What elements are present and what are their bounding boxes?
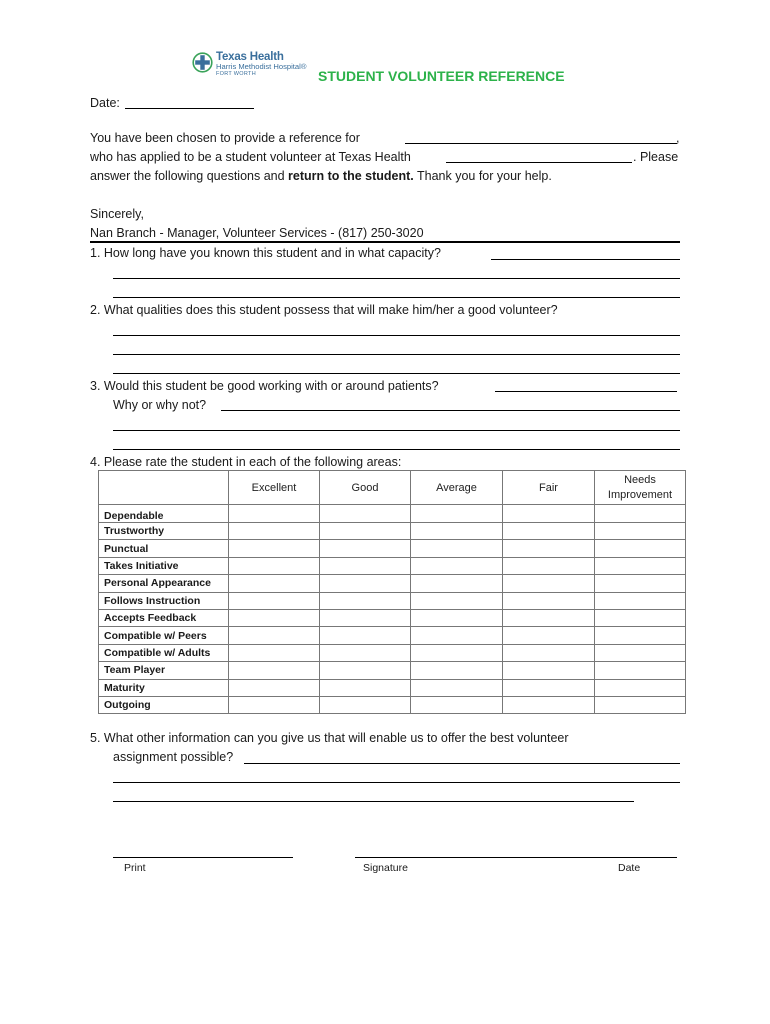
- rating-row-maturity: [99, 679, 686, 696]
- date-label: Date:: [90, 96, 120, 110]
- q3-answer-line-4[interactable]: [113, 449, 680, 450]
- q3-answer-line-3[interactable]: [113, 430, 680, 431]
- location-field[interactable]: [446, 162, 632, 163]
- row-label: Compatible w/ Adults: [99, 644, 229, 661]
- rating-cell[interactable]: [595, 505, 686, 523]
- rating-cell[interactable]: [595, 523, 686, 540]
- rating-cell[interactable]: [411, 609, 503, 626]
- rating-cell[interactable]: [595, 644, 686, 661]
- signature-label: Signature: [363, 862, 408, 874]
- texas-health-logo: [192, 52, 322, 82]
- row-label: Compatible w/ Peers: [99, 627, 229, 644]
- rating-cell[interactable]: [320, 575, 411, 592]
- question-1: 1. How long have you known this student and in what capacity?: [90, 246, 441, 260]
- rating-cell[interactable]: [595, 557, 686, 574]
- rating-cell[interactable]: [595, 575, 686, 592]
- rating-cell[interactable]: [320, 696, 411, 713]
- q2-answer-line-1[interactable]: [113, 335, 680, 336]
- rating-row-team-player: [99, 662, 686, 679]
- rating-header-row: [99, 471, 686, 505]
- intro-line-2: who has applied to be a student volunteer at Texas Health: [90, 150, 411, 164]
- rating-cell[interactable]: [320, 662, 411, 679]
- col-needs-improvement: Needs Improvement: [595, 471, 686, 505]
- col-good: Good: [320, 471, 411, 505]
- q5-answer-line-2[interactable]: [113, 782, 680, 783]
- logo-name: Texas Health: [216, 51, 284, 63]
- q3-answer-line-2[interactable]: [221, 410, 680, 411]
- rating-cell[interactable]: [503, 592, 595, 609]
- rating-row-takes-initiative: [99, 557, 686, 574]
- row-label: Punctual: [99, 540, 229, 557]
- rating-cell[interactable]: [503, 540, 595, 557]
- rating-cell[interactable]: [320, 557, 411, 574]
- rating-row-accepts-feedback: [99, 609, 686, 626]
- rating-row-dependable: [99, 505, 686, 523]
- col-average: Average: [411, 471, 503, 505]
- rating-cell[interactable]: [595, 540, 686, 557]
- rating-cell[interactable]: [229, 644, 320, 661]
- sincerely: Sincerely,: [90, 207, 144, 221]
- q5-answer-line-3[interactable]: [113, 801, 634, 802]
- question-5: 5. What other information can you give us that will enable us to offer the best volunteer: [90, 731, 569, 745]
- logo-city: FORT WORTH: [216, 71, 256, 77]
- header-divider: [90, 241, 680, 243]
- row-label: Personal Appearance: [99, 575, 229, 592]
- rating-cell[interactable]: [595, 609, 686, 626]
- rating-cell[interactable]: [229, 696, 320, 713]
- intro-line-1: You have been chosen to provide a reference for: [90, 131, 360, 145]
- question-5-cont: assignment possible?: [113, 750, 234, 764]
- rating-cell[interactable]: [411, 592, 503, 609]
- row-label: Takes Initiative: [99, 557, 229, 574]
- row-label: Accepts Feedback: [99, 609, 229, 626]
- q1-answer-line-3[interactable]: [113, 297, 680, 298]
- print-name-line[interactable]: [113, 857, 293, 858]
- q2-answer-line-2[interactable]: [113, 354, 680, 355]
- rating-cell[interactable]: [320, 644, 411, 661]
- rating-cell[interactable]: [411, 627, 503, 644]
- rating-cell[interactable]: [411, 644, 503, 661]
- q3-answer-line-1[interactable]: [495, 391, 677, 392]
- rating-cell[interactable]: [229, 679, 320, 696]
- row-label: Maturity: [99, 679, 229, 696]
- rating-cell[interactable]: [503, 575, 595, 592]
- rating-cell[interactable]: [503, 679, 595, 696]
- rating-cell[interactable]: [229, 540, 320, 557]
- rating-cell[interactable]: [229, 609, 320, 626]
- q1-answer-line-2[interactable]: [113, 278, 680, 279]
- signature-date-line[interactable]: [355, 857, 677, 858]
- intro-line-1-end: ,: [676, 131, 680, 145]
- rating-cell[interactable]: [229, 557, 320, 574]
- rating-header-empty: [99, 471, 229, 505]
- question-2: 2. What qualities does this student possess that will make him/her a good volunteer?: [90, 303, 558, 317]
- rating-cell[interactable]: [229, 662, 320, 679]
- signer-line: Nan Branch - Manager, Volunteer Services - (817) 250-3020: [90, 226, 424, 240]
- question-3-why: Why or why not?: [113, 398, 207, 412]
- col-fair: Fair: [503, 471, 595, 505]
- logo-subtitle: Harris Methodist Hospital®: [216, 62, 307, 71]
- rating-cell[interactable]: [503, 662, 595, 679]
- rating-cell[interactable]: [411, 679, 503, 696]
- rating-cell[interactable]: [503, 557, 595, 574]
- rating-row-punctual: [99, 540, 686, 557]
- rating-cell[interactable]: [411, 505, 503, 523]
- rating-cell[interactable]: [411, 696, 503, 713]
- row-label: Dependable: [99, 505, 229, 523]
- rating-cell[interactable]: [229, 523, 320, 540]
- print-label: Print: [124, 862, 146, 874]
- rating-cell[interactable]: [503, 523, 595, 540]
- rating-cell[interactable]: [320, 592, 411, 609]
- rating-row-trustworthy: [99, 523, 686, 540]
- rating-cell[interactable]: [320, 523, 411, 540]
- rating-cell[interactable]: [229, 627, 320, 644]
- rating-cell[interactable]: [320, 505, 411, 523]
- rating-cell[interactable]: [411, 523, 503, 540]
- rating-cell[interactable]: [503, 627, 595, 644]
- rating-cell[interactable]: [320, 679, 411, 696]
- row-label: Trustworthy: [99, 523, 229, 540]
- q1-answer-line-1[interactable]: [491, 259, 680, 260]
- rating-cell[interactable]: [595, 662, 686, 679]
- rating-cell[interactable]: [503, 505, 595, 523]
- rating-cell[interactable]: [411, 557, 503, 574]
- rating-cell[interactable]: [595, 696, 686, 713]
- rating-table: [98, 470, 686, 714]
- rating-row-compatible-peers: [99, 627, 686, 644]
- date-field[interactable]: [125, 108, 254, 109]
- rating-cell[interactable]: [320, 627, 411, 644]
- q2-answer-line-3[interactable]: [113, 373, 680, 374]
- row-label: Follows Instruction: [99, 592, 229, 609]
- rating-cell[interactable]: [229, 505, 320, 523]
- rating-cell[interactable]: [229, 575, 320, 592]
- intro-line-2-end: . Please: [633, 150, 679, 164]
- rating-cell[interactable]: [320, 540, 411, 557]
- rating-cell[interactable]: [411, 662, 503, 679]
- rating-cell[interactable]: [320, 609, 411, 626]
- cross-logo-icon: [192, 52, 213, 73]
- question-3: 3. Would this student be good working with or around patients?: [90, 379, 439, 393]
- rating-row-personal-appearance: [99, 575, 686, 592]
- rating-cell[interactable]: [595, 627, 686, 644]
- rating-cell[interactable]: [595, 679, 686, 696]
- rating-cell[interactable]: [229, 592, 320, 609]
- rating-row-outgoing: [99, 696, 686, 713]
- rating-row-follows-instruction: [99, 592, 686, 609]
- rating-cell[interactable]: [503, 609, 595, 626]
- q5-answer-line-1[interactable]: [244, 763, 680, 764]
- rating-cell[interactable]: [503, 644, 595, 661]
- intro-line-3: answer the following questions and return to the student. Thank you for your help.: [90, 169, 552, 183]
- rating-cell[interactable]: [411, 575, 503, 592]
- col-excellent: Excellent: [229, 471, 320, 505]
- rating-cell[interactable]: [595, 592, 686, 609]
- date-label-bottom: Date: [618, 862, 641, 874]
- row-label: Outgoing: [99, 696, 229, 713]
- student-name-field[interactable]: [405, 143, 677, 144]
- row-label: Team Player: [99, 662, 229, 679]
- question-4: 4. Please rate the student in each of the following areas:: [90, 455, 402, 469]
- rating-row-compatible-adults: [99, 644, 686, 661]
- rating-cell[interactable]: [503, 696, 595, 713]
- form-title: STUDENT VOLUNTEER REFERENCE: [318, 68, 565, 84]
- rating-cell[interactable]: [411, 540, 503, 557]
